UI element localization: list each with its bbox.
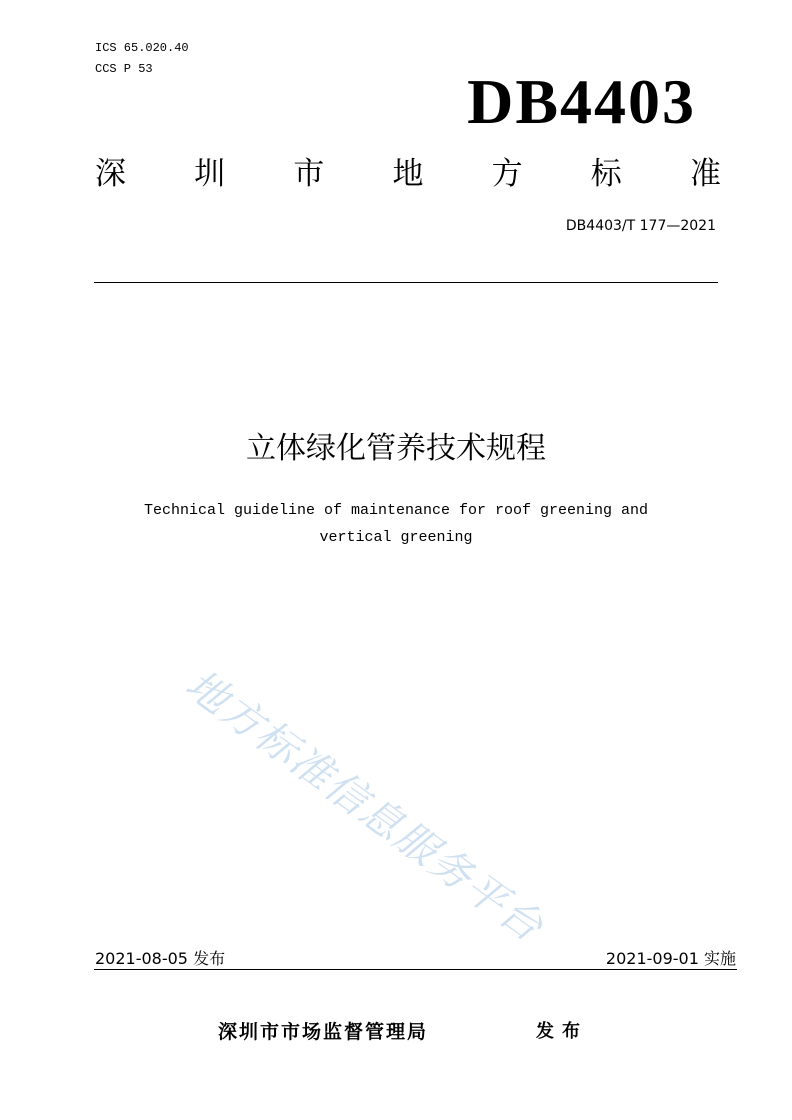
standard-type-char: 市 [293, 156, 325, 192]
issue-date: 2021-08-05 发布 [95, 949, 226, 968]
document-title-chinese: 立体绿化管养技术规程 [246, 431, 546, 466]
implementation-date: 2021-09-01 实施 [605, 949, 736, 968]
date-divider [94, 969, 737, 970]
english-title-line: Technical guideline of maintenance for roof greening and [143, 502, 649, 519]
standard-type-char: 准 [689, 156, 721, 192]
standard-number: DB4403/T 177—2021 [565, 218, 716, 234]
ics-code: ICS 65.020.40 [95, 41, 189, 55]
document-title-english [126, 497, 666, 551]
standard-type-char: 方 [491, 156, 523, 192]
standard-type-title [95, 150, 721, 198]
db-code-heading: DB4403 [467, 66, 696, 137]
standard-type-char: 圳 [194, 156, 226, 192]
publisher-name: 深圳市市场监督管理局 [218, 1021, 429, 1043]
watermark: 地方标准信息服务平台 [176, 660, 553, 952]
header-divider [94, 282, 718, 283]
ccs-code: CCS P 53 [95, 62, 153, 76]
standard-type-char: 深 [95, 156, 126, 192]
standard-type-char: 标 [590, 156, 622, 192]
publish-label: 发布 [536, 1021, 588, 1042]
standard-type-char: 地 [392, 156, 424, 192]
english-title-line: vertical greening [319, 529, 473, 546]
